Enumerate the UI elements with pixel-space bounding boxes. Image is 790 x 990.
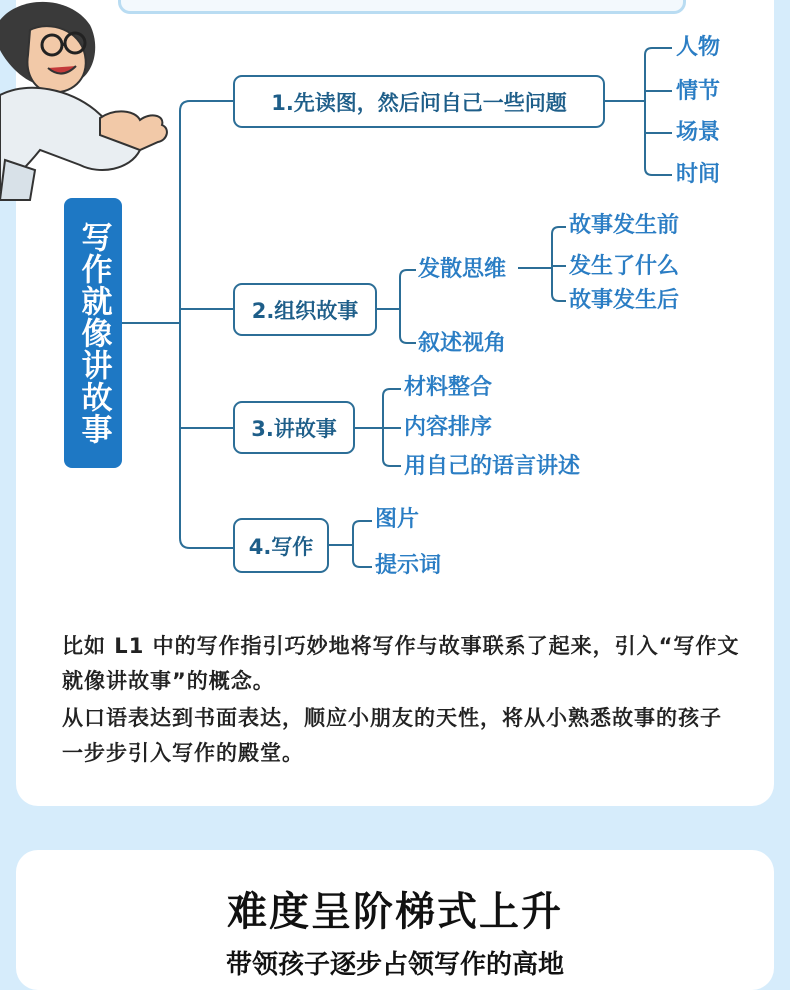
- leaf-what-happened: 发生了什么: [569, 254, 680, 279]
- leaf-plot: 情节: [676, 79, 721, 104]
- leaf-character: 人物: [676, 35, 721, 60]
- leaf-divergent-thinking: 发散思维: [418, 257, 507, 282]
- branch-1-box: 1.先读图，然后问自己一些问题: [233, 75, 605, 128]
- branch-2-box: 2.组织故事: [233, 283, 377, 336]
- branch-3-box: 3.讲故事: [233, 401, 355, 454]
- description-paragraph-1: 比如 L1 中的写作指引巧妙地将写作与故事联系了起来，引入“写作文就像讲故事”的概念。: [62, 634, 740, 693]
- leaf-scene: 场景: [676, 120, 721, 145]
- leaf-own-words: 用自己的语言讲述: [404, 454, 581, 479]
- leaf-material-integration: 材料整合: [404, 375, 493, 400]
- leaf-prompt-words: 提示词: [375, 553, 442, 578]
- leaf-time: 时间: [676, 162, 721, 187]
- section-2-subtitle: 带领孩子逐步占领写作的高地: [225, 950, 564, 980]
- branch-4-box: 4.写作: [233, 518, 329, 573]
- description-paragraph-2: 从口语表达到书面表达，顺应小朋友的天性，将从小熟悉故事的孩子一步步引入写作的殿堂。: [62, 706, 722, 765]
- leaf-after-story: 故事发生后: [569, 288, 680, 313]
- leaf-narrative-perspective: 叙述视角: [418, 331, 507, 356]
- mindmap-root: 写作就像讲故事: [64, 198, 122, 468]
- leaf-content-ordering: 内容排序: [404, 415, 493, 440]
- leaf-pictures: 图片: [375, 507, 420, 532]
- section-2-title: 难度呈阶梯式上升: [227, 889, 563, 935]
- leaf-before-story: 故事发生前: [569, 213, 680, 238]
